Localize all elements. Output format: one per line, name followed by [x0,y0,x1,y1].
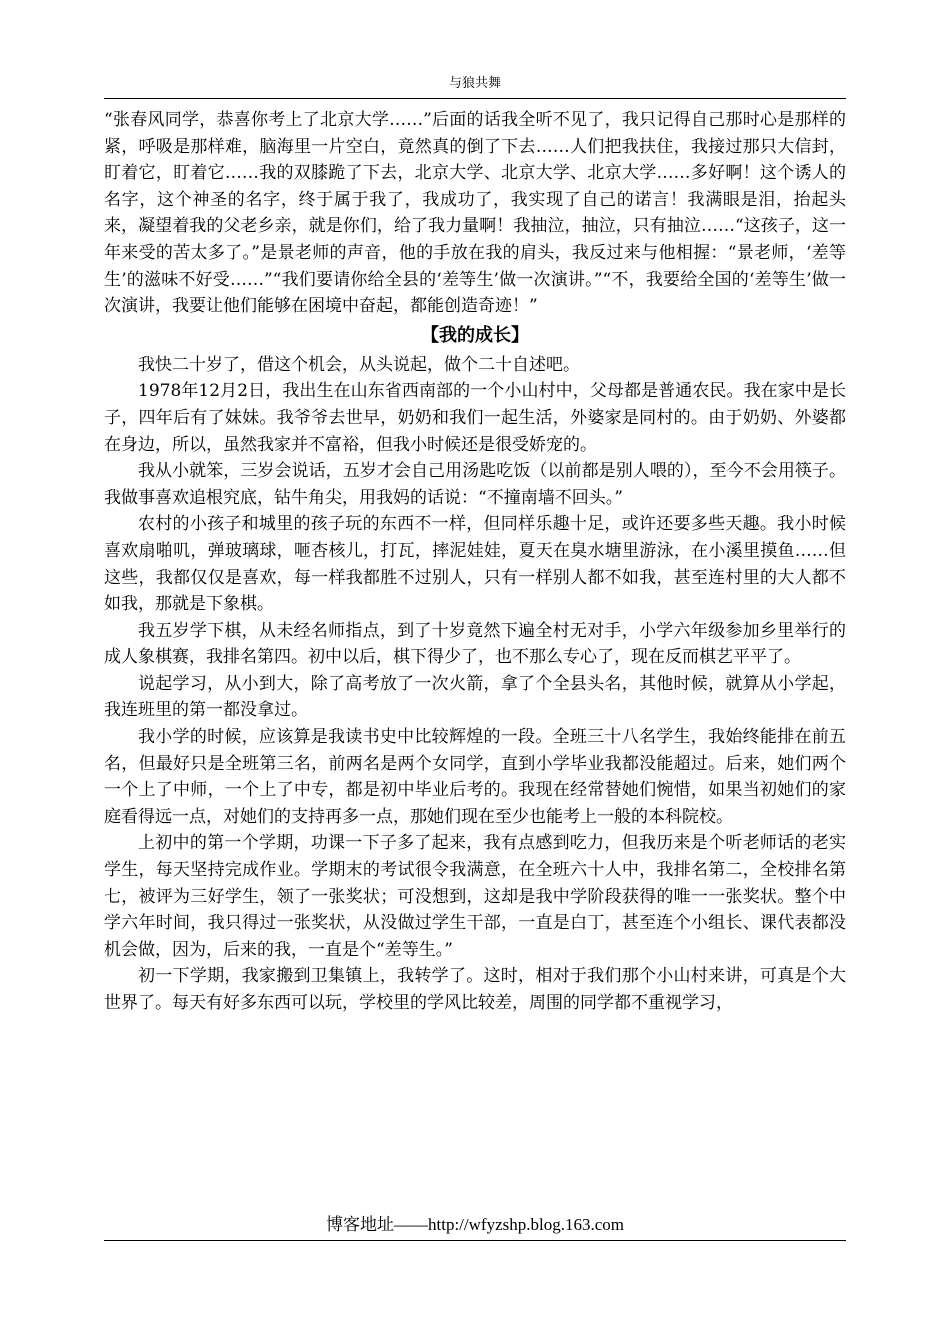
section-title: 【我的成长】 [421,324,529,346]
header-title: 与狼共舞 [448,76,501,91]
page-footer [104,1212,846,1241]
document-body [104,107,846,1017]
body-paragraph: 1978年12月2日，我出生在山东省西南部的一个小山村中，父母都是普通农民。我在家中是长子，四年后有了妹妹。我爷爷去世早，奶奶和我们一起生活，外婆家是同村的。由于奶奶、外婆都在身边，所以，虽然我家并不富裕，但我小时候还是很受娇宠的。 [104,381,846,455]
page-header [104,74,846,99]
opening-paragraph: “张春风同学，恭喜你考上了北京大学……”后面的话我全听不见了，我只记得自己那时心是那样的紧，呼吸是那样难，脑海里一片空白，竟然真的倒了下去……人们把我扶住，我接过那只大信封，盯着它，盯着它……我的双膝跪了下去，北京大学、北京大学、北京大学……多好啊！这个诱人的名字，这个神圣的名字，终于属于我了，我成功了，我实现了自己的诺言！我满眼是泪，抬起头来，凝望着我的父老乡亲，就是你们，给了我力量啊！我抽泣，抽泣，只有抽泣……“这孩子，这一年来受的苦太多了。”是景老师的声音，他的手放在我的肩头，我反过来与他相握：“景老师，‘差等生’的滋味不好受……”“我们要请你给全县的‘差等生’做一次演讲。”“不，我要给全国的‘差等生’做一次演讲，我要让他们能够在困境中奋起，都能创造奇迹！” [104,110,846,317]
body-paragraph: 初一下学期，我家搬到卫集镇上，我转学了。这时，相对于我们那个小山村来讲，可真是个大世界了。每天有好多东西可以玩，学校里的学风比较差，周围的同学都不重视学习， [104,966,846,1013]
blog-address: 博客地址——http://wfyzshp.blog.163.com [326,1215,624,1234]
body-paragraph: 我从小就笨，三岁会说话，五岁才会自己用汤匙吃饭（以前都是别人喂的），至今不会用筷子。我做事喜欢追根究底，钻牛角尖，用我妈的话说：“不撞南墙不回头。” [104,461,846,508]
body-paragraph: 我快二十岁了，借这个机会，从头说起，做个二十自述吧。 [138,354,580,375]
body-paragraph: 我五岁学下棋，从未经名师指点，到了十岁竟然下遍全村无对手，小学六年级参加乡里举行的成人象棋赛，我排名第四。初中以后，棋下得少了，也不那么专心了，现在反而棋艺平平了。 [104,620,846,668]
body-paragraph: 上初中的第一个学期，功课一下子多了起来，我有点感到吃力，但我历来是个听老师话的老实学生，每天坚持完成作业。学期末的考试很令我满意，在全班六十人中，我排名第二，全校排名第七，被评为三好学生，领了一张奖状；可没想到，这却是我中学阶段获得的唯一一张奖状。整个中学六年时间，我只得过一张奖状，从没做过学生干部，一直是白丁，甚至连个小组长、课代表都没机会做，因为，后来的我，一直是个“差等生。” [104,833,846,960]
body-paragraph: 农村的小孩子和城里的孩子玩的东西不一样，但同样乐趣十足，或许还要多些天趣。我小时候喜欢扇啪叽，弹玻璃球，咂杏核儿，打瓦，摔泥娃娃，夏天在臭水塘里游泳，在小溪里摸鱼……但这些，我都仅仅是喜欢，每一样我都胜不过别人，只有一样别人都不如我，甚至连村里的大人都不如我，那就是下象棋。 [104,514,846,615]
body-paragraph: 说起学习，从小到大，除了高考放了一次火箭，拿了个全县头名，其他时候，就算从小学起，我连班里的第一都没拿过。 [104,673,846,721]
body-paragraph: 我小学的时候，应该算是我读书史中比较辉煌的一段。全班三十八名学生，我始终能排在前五名，但最好只是全班第三名，前两名是两个女同学，直到小学毕业我都没能超过。后来，她们两个一个上了中师，一个上了中专，都是初中毕业后考的。我现在经常替她们惋惜，如果当初她们的家庭看得远一点，对她们的支持再多一点，那她们现在至少也能考上一般的本科院校。 [104,727,846,827]
